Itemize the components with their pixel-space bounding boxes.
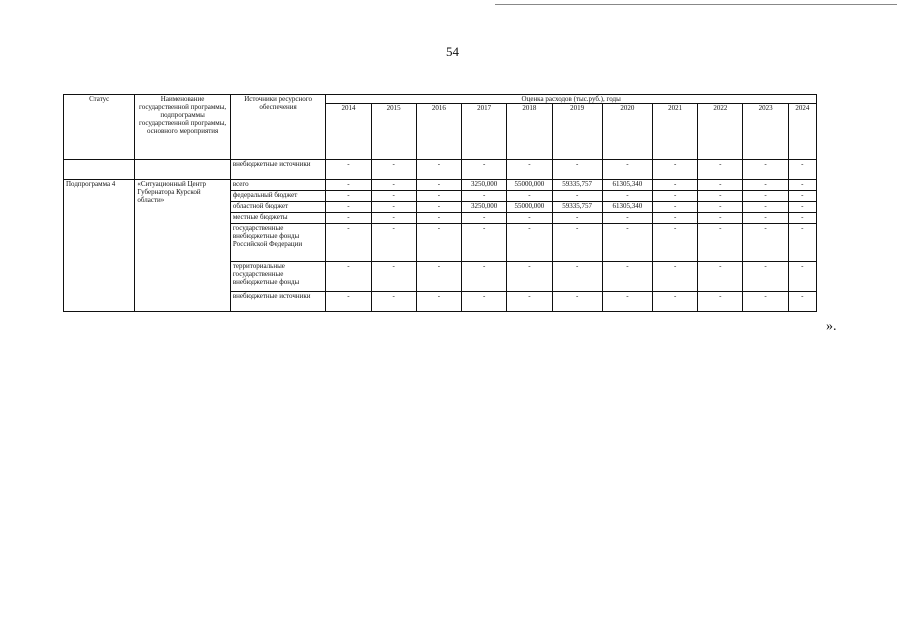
value-cell: - — [743, 262, 788, 292]
page-number: 54 — [446, 44, 459, 59]
value-cell: - — [507, 292, 552, 312]
value-cell: - — [653, 160, 698, 180]
value-cell: 3250,000 — [462, 180, 507, 191]
value-cell: - — [743, 191, 788, 202]
value-cell: - — [462, 292, 507, 312]
carry-row — [64, 160, 817, 180]
source-cell: федеральный бюджет — [230, 191, 325, 202]
value-cell: - — [371, 224, 416, 262]
value-cell: - — [507, 191, 552, 202]
status-cell — [64, 160, 135, 180]
value-cell: - — [416, 224, 461, 262]
year-header: 2016 — [416, 104, 461, 160]
value-cell: - — [602, 191, 652, 202]
value-cell: - — [462, 213, 507, 224]
value-cell: - — [788, 160, 816, 180]
value-cell: 3250,000 — [462, 202, 507, 213]
value-cell: - — [507, 262, 552, 292]
value-cell: - — [788, 292, 816, 312]
value-cell: - — [416, 292, 461, 312]
value-cell: - — [462, 191, 507, 202]
value-cell: - — [653, 191, 698, 202]
value-cell: - — [743, 160, 788, 180]
value-cell: 61305,340 — [602, 202, 652, 213]
value-cell: - — [743, 292, 788, 312]
name-cell — [135, 160, 230, 180]
value-cell: - — [371, 160, 416, 180]
value-cell: - — [416, 191, 461, 202]
value-cell: - — [552, 224, 602, 262]
value-cell: - — [326, 160, 371, 180]
value-cell: - — [653, 202, 698, 213]
value-cell: - — [371, 202, 416, 213]
value-cell: - — [698, 292, 743, 312]
value-cell: - — [653, 292, 698, 312]
header-source: Источники ресурсного обеспечения — [230, 95, 325, 160]
value-cell: - — [698, 160, 743, 180]
value-cell: - — [788, 202, 816, 213]
value-cell: - — [788, 262, 816, 292]
value-cell: - — [698, 191, 743, 202]
value-cell: - — [326, 213, 371, 224]
year-header: 2022 — [698, 104, 743, 160]
year-header: 2024 — [788, 104, 816, 160]
header-name: Наименование государственной программы, подпрограммы государственной программы, основного мероприятия — [135, 95, 230, 160]
value-cell: - — [743, 213, 788, 224]
value-cell: 59335,757 — [552, 180, 602, 191]
value-cell: - — [371, 180, 416, 191]
subprogram-row — [64, 180, 817, 191]
year-header: 2021 — [653, 104, 698, 160]
value-cell: - — [552, 262, 602, 292]
value-cell: 61305,340 — [602, 180, 652, 191]
year-header: 2023 — [743, 104, 788, 160]
value-cell: - — [416, 213, 461, 224]
closing-quote-mark: ». — [826, 319, 837, 334]
value-cell: - — [602, 160, 652, 180]
value-cell: - — [326, 262, 371, 292]
value-cell: - — [788, 180, 816, 191]
source-cell: внебюджетные источники — [230, 292, 325, 312]
value-cell: - — [462, 160, 507, 180]
year-header: 2015 — [371, 104, 416, 160]
value-cell: - — [698, 202, 743, 213]
year-header: 2017 — [462, 104, 507, 160]
value-cell: - — [653, 180, 698, 191]
value-cell: - — [326, 202, 371, 213]
value-cell: 55000,000 — [507, 202, 552, 213]
value-cell: - — [507, 160, 552, 180]
value-cell: - — [698, 213, 743, 224]
value-cell: - — [788, 224, 816, 262]
source-cell: внебюджетные источники — [230, 160, 325, 180]
value-cell: - — [552, 292, 602, 312]
value-cell: - — [602, 292, 652, 312]
header-status: Статус — [64, 95, 135, 160]
value-cell: - — [602, 213, 652, 224]
value-cell: - — [653, 262, 698, 292]
value-cell: - — [326, 191, 371, 202]
value-cell: - — [552, 213, 602, 224]
value-cell: - — [371, 292, 416, 312]
top-rule — [495, 4, 897, 5]
value-cell: - — [743, 224, 788, 262]
value-cell: - — [326, 224, 371, 262]
value-cell: - — [416, 180, 461, 191]
value-cell: - — [743, 202, 788, 213]
value-cell: - — [416, 160, 461, 180]
source-cell: местные бюджеты — [230, 213, 325, 224]
value-cell: - — [552, 191, 602, 202]
header-row — [64, 95, 817, 104]
value-cell: 59335,757 — [552, 202, 602, 213]
subprogram-status: Подпрограмма 4 — [64, 180, 135, 312]
value-cell: - — [602, 224, 652, 262]
year-header: 2020 — [602, 104, 652, 160]
year-header: 2019 — [552, 104, 602, 160]
value-cell: - — [698, 224, 743, 262]
value-cell: - — [371, 262, 416, 292]
header-estimate: Оценка расходов (тыс.руб.), годы — [326, 95, 817, 104]
value-cell: - — [462, 262, 507, 292]
value-cell: - — [743, 180, 788, 191]
value-cell: 55000,000 — [507, 180, 552, 191]
year-header: 2018 — [507, 104, 552, 160]
source-cell: областной бюджет — [230, 202, 325, 213]
subprogram-name: «Ситуационный Центр Губернатора Курской области» — [135, 180, 230, 312]
value-cell: - — [507, 213, 552, 224]
source-cell: всего — [230, 180, 325, 191]
source-cell: территориальные государственные внебюджетные фонды — [230, 262, 325, 292]
value-cell: - — [653, 213, 698, 224]
value-cell: - — [326, 180, 371, 191]
value-cell: - — [698, 180, 743, 191]
value-cell: - — [462, 224, 507, 262]
value-cell: - — [507, 224, 552, 262]
source-cell: государственные внебюджетные фонды Российской Федерации — [230, 224, 325, 262]
value-cell: - — [416, 202, 461, 213]
budget-table — [63, 94, 817, 312]
value-cell: - — [371, 213, 416, 224]
year-header: 2014 — [326, 104, 371, 160]
value-cell: - — [416, 262, 461, 292]
value-cell: - — [653, 224, 698, 262]
value-cell: - — [602, 262, 652, 292]
value-cell: - — [371, 191, 416, 202]
value-cell: - — [552, 160, 602, 180]
value-cell: - — [788, 191, 816, 202]
value-cell: - — [788, 213, 816, 224]
value-cell: - — [326, 292, 371, 312]
value-cell: - — [698, 262, 743, 292]
